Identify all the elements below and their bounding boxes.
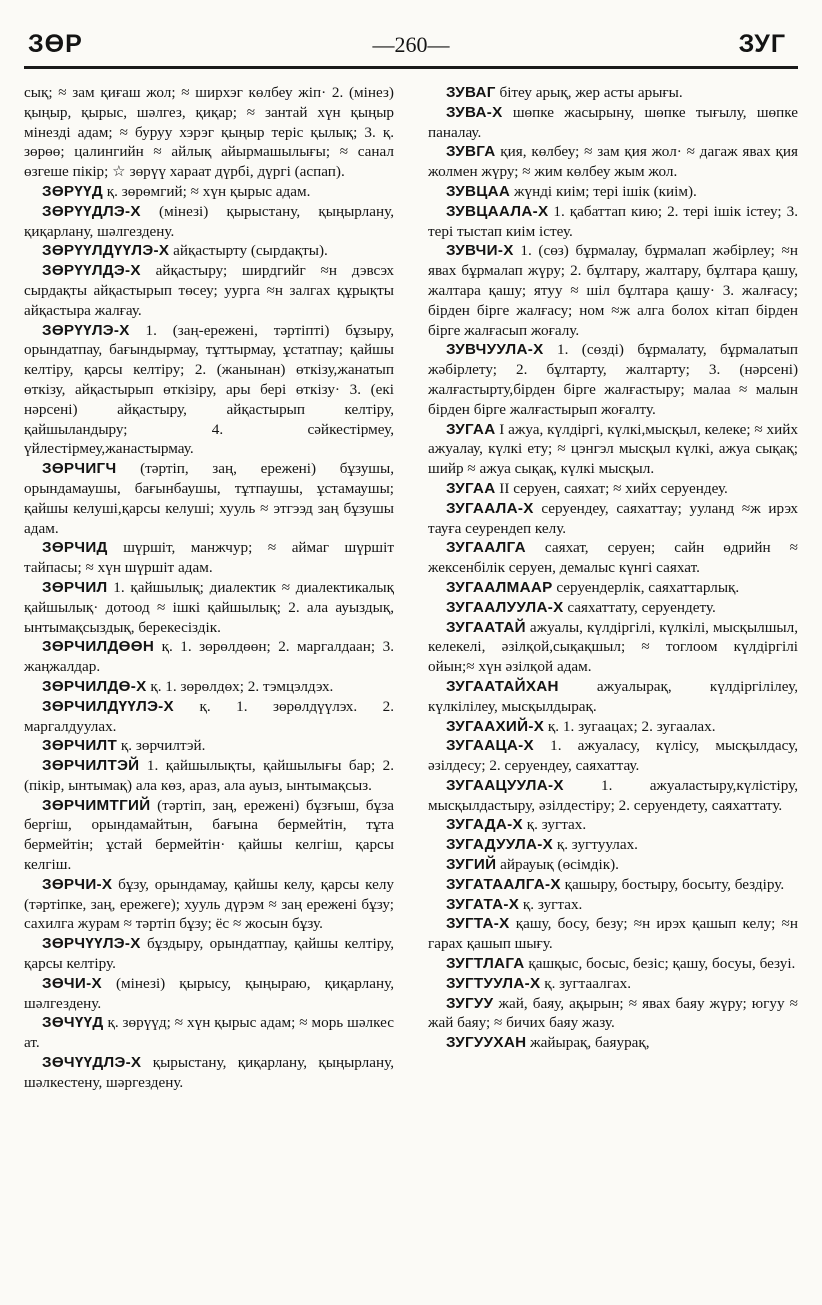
entry-definition: қ. зөрчилтэй. <box>120 737 206 755</box>
entry-headword: ЗУГТА-Х <box>446 915 510 933</box>
dictionary-entry <box>428 598 798 618</box>
entry-definition: айқастырту (сырдақты). <box>173 242 328 260</box>
entry-definition: қ. зөрүүд; ≈ хүн қырыс адам; ≈ морь шәлкес ат. <box>24 1014 395 1052</box>
entry-definition: бұзу, орындамау, қайшы келу, қарсы келу (тәртіпке, заң, ережеге); хууль дүрэм ≈ заң ережені бұзу; сахилга журам ≈ тәртіп бұзу; ёс ≈ жосын бұзу. <box>24 875 394 933</box>
dictionary-entry <box>24 83 394 182</box>
entry-headword: ЗУГАТААЛГА-Х <box>446 875 561 893</box>
dictionary-entry <box>24 736 394 756</box>
entry-headword: ЗУГАТА-Х <box>446 895 520 913</box>
dictionary-entry <box>24 875 394 934</box>
dictionary-entry <box>428 954 798 974</box>
entry-headword: ЗӨРЧИД <box>42 539 108 557</box>
entry-headword: ЗУГАА <box>446 479 496 497</box>
entry-definition: қ. зугтах. <box>522 895 583 913</box>
entry-headword: ЗӨРҮҮЛДҮҮЛЭ-Х <box>42 242 170 260</box>
entry-definition: қ. зөрөмгий; ≈ хүн қырыс адам. <box>106 182 311 200</box>
entry-definition: қ. зугтаалгах. <box>544 974 632 992</box>
dictionary-entry <box>428 83 798 103</box>
entry-headword: ЗУВГА <box>446 143 496 161</box>
entry-headword: ЗӨРҮҮД <box>42 182 103 200</box>
dictionary-entry <box>24 1053 394 1093</box>
left-column <box>24 83 394 1093</box>
entry-headword: ЗӨРҮҮЛДЭ-Х <box>42 262 141 280</box>
dictionary-entry <box>428 241 798 340</box>
dictionary-entry <box>428 677 798 717</box>
dictionary-entry <box>24 934 394 974</box>
dictionary-entry <box>24 202 394 242</box>
entry-headword: ЗУВЦААЛА-Х <box>446 202 549 220</box>
header-left-guide-word: ЗӨР <box>28 30 83 58</box>
dictionary-entry <box>24 697 394 737</box>
dictionary-entry <box>24 241 394 261</box>
entry-definition: қашу, босу, безу; ≈н ирэх қашып келу; ≈н гарах қашып шығу. <box>428 915 798 953</box>
entry-headword: ЗӨРЧҮҮЛЭ-Х <box>42 935 141 953</box>
entry-definition: жайырақ, баяурақ, <box>530 1034 650 1052</box>
dictionary-entry <box>428 499 798 539</box>
entry-definition: I ажуа, күлдіргі, күлкі,мысқыл, келеке; ≈ хийх ажуалау, күлкі ету; ≈ цэнгэл мысқыл күлкі, ажуа сықақ; шийр ≈ ажуа сықақ, күлкі мысқыл. <box>428 420 798 478</box>
dictionary-entry <box>24 538 394 578</box>
dictionary-entry <box>428 815 798 835</box>
entry-definition: бұздыру, орындатпау, қайшы келтіру, қарсы келтіру. <box>24 935 394 973</box>
entry-headword: ЗУВАГ <box>446 84 496 101</box>
entry-definition: айрауық (өсімдік). <box>500 856 619 874</box>
dictionary-entry <box>24 261 394 320</box>
dictionary-entry <box>24 677 394 697</box>
entry-headword: ЗУГАА <box>446 420 496 438</box>
dictionary-entry <box>24 796 394 875</box>
entry-headword: ЗӨРЧИЛТЭЙ <box>42 757 140 775</box>
page-number: —260— <box>372 32 450 57</box>
dictionary-entry <box>24 321 394 460</box>
dictionary-entry <box>428 717 798 737</box>
entry-headword: ЗӨРҮҮДЛЭ-Х <box>42 202 141 220</box>
entry-headword: ЗУГИЙ <box>446 856 497 874</box>
dictionary-entry <box>428 736 798 776</box>
entry-definition: сық; ≈ зам қиғаш жол; ≈ ширхэг көлбеу жіп· 2. (мінез) қыңыр, қырыс, шәлгез, қиқар; ≈ зантай хүн қыңыр мінезді адам; ≈ буруу хэрэг қыңыр теріс қылық; 3. қ. зөрөө; цалингийн ≈ айлық айырмашылығы; ≈ санал өзгеше пікір; ☆ зөрүү хараат дүрбі, дүргі (аспап). <box>24 84 394 181</box>
entry-definition: қ. зугтах. <box>526 816 587 834</box>
entry-definition: қ. зугтуулах. <box>556 836 638 854</box>
entry-headword: ЗУГААЦУУЛА-Х <box>446 776 564 794</box>
entry-headword: ЗУГААТАЙХАН <box>446 677 559 695</box>
entry-definition: жүнді киім; тері ішік (киім). <box>513 182 697 200</box>
entry-headword: ЗӨЧИ-Х <box>42 974 102 992</box>
entry-headword: ЗУГУУ <box>446 994 494 1012</box>
entry-definition: 1. қайшылық; диалектик ≈ диалектикалық қайшылық· дотоод ≈ ішкі қайшылық; 2. ала ауыздық, ынтымақсыздық, берекесіздік. <box>24 578 394 636</box>
entry-definition: 1. қайшылықты, қайшылығы бар; 2. (пікір, ынтымақ) ала көз, араз, ала ауыз, ынтымақсыз. <box>24 757 395 794</box>
entry-definition: 1. ажуаласу, күлісу, мысқылдасу, әзілдесу; 2. серуендеу, саяхаттау. <box>428 737 798 775</box>
entry-definition: қия, көлбеу; ≈ зам қия жол· ≈ дагаж явах қия жолмен жүру; ≈ жим көлбеу жым жол. <box>428 143 798 181</box>
dictionary-entry <box>428 202 798 242</box>
dictionary-entry <box>428 538 798 578</box>
entry-headword: ЗӨРЧИЛТ <box>42 737 118 755</box>
dictionary-entry <box>428 994 798 1034</box>
dictionary-entry <box>428 142 798 182</box>
entry-headword: ЗӨРЧИЛДӨ-Х <box>42 677 147 695</box>
entry-definition: шүршіт, манжчур; ≈ аймаг шүршіт тайпасы; ≈ хүн шүршіт адам. <box>24 539 394 577</box>
entry-headword: ЗУВЦАА <box>446 182 511 200</box>
entry-headword: ЗӨРЧИЛ <box>42 578 108 596</box>
entry-definition: 1. қабаттап кию; 2. тері ішік істеу; 3. тері тыстап киім істеу. <box>428 202 799 240</box>
entry-definition: шөпке жасырыну, шөпке тығылу, шөпке паналау. <box>428 103 799 141</box>
dictionary-entry <box>428 914 798 954</box>
dictionary-entry <box>428 1033 798 1053</box>
dictionary-entry <box>428 855 798 875</box>
entry-definition: қашқыс, босыс, безіс; қашу, босуы, безуі. <box>528 955 796 973</box>
entry-headword: ЗУГААТАЙ <box>446 618 526 636</box>
dictionary-entry <box>428 974 798 994</box>
dictionary-entry <box>428 776 798 816</box>
entry-definition: 1. (сөзді) бұрмалату, бұрмалатып жәбірлету; 2. бұлтарту, жалтарту; 3. (нәрсені) жалғастырту,бірден бірге жалғастыру; малаа ≈ малын бірден бірге жалғастырып жоғалту. <box>428 341 799 418</box>
columns <box>24 83 798 1093</box>
entry-definition: жай, баяу, ақырын; ≈ явах баяу жүру; югуу ≈ жай баяу; ≈ бичих баяу жазу. <box>428 994 798 1032</box>
entry-definition: (мінезі) қырысу, қыңыраю, қиқарлану, шәлгездену. <box>24 974 394 1012</box>
entry-definition: қ. 1. зугаацах; 2. зугаалах. <box>547 717 716 735</box>
dictionary-entry <box>428 103 798 143</box>
dictionary-entry <box>428 895 798 915</box>
dictionary-entry <box>24 182 394 202</box>
entry-definition: серуендерлік, саяхаттарлық. <box>556 578 740 596</box>
entry-definition: айқастыру; ширдгийг ≈н дэвсэх сырдақты айқастырып төсеу; уурга ≈н залгах құрықты айқастыра жалғау. <box>24 262 394 319</box>
entry-definition: ажуалырақ, күлдіргілілеу, күлкілілеу, мысқылдырақ. <box>428 677 798 715</box>
entry-headword: ЗУГТЛАГА <box>446 955 525 973</box>
entry-definition: (тәртіп, заң, ережені) бұзушы, орындамаушы, бағынбаушы, тұтпаушы, ұстамаушы; қайшы келуші,қарсы келуші; хууль ≈ этгээд заң бұзушы адам. <box>24 460 394 537</box>
dictionary-entry <box>24 637 394 677</box>
entry-definition: серуендеу, саяхаттау; ууланд ≈ж ирэх тауға сеурендеп келу. <box>428 499 799 537</box>
dictionary-entry <box>24 756 394 796</box>
entry-headword: ЗӨЧҮҮДЛЭ-Х <box>42 1054 142 1072</box>
entry-definition: қашыру, бостыру, босыту, бездіру. <box>564 875 785 893</box>
entry-headword: ЗӨРҮҮЛЭ-Х <box>42 321 130 339</box>
entry-definition: қ. 1. зөрөлдөөн; 2. маргалдаан; 3. жаңжалдар. <box>24 638 394 676</box>
entry-definition: қырыстану, қиқарлану, қыңырлану, шәлкестену, шәргездену. <box>24 1054 394 1091</box>
header-right-guide-word: ЗУГ <box>738 30 786 58</box>
entry-definition: бітеу арық, жер асты арығы. <box>499 84 683 101</box>
entry-definition: қ. 1. зөрөлдүүлэх. 2. маргалдуулах. <box>24 697 394 735</box>
entry-headword: ЗӨРЧИЛДӨӨН <box>42 638 155 656</box>
entry-headword: ЗӨЧҮҮД <box>42 1014 104 1032</box>
entry-headword: ЗӨРЧИГЧ <box>42 460 117 478</box>
right-column <box>428 83 798 1093</box>
entry-definition: (мінезі) қырыстану, қыңырлану, қиқарлану, шәлгездену. <box>24 202 394 240</box>
dictionary-entry <box>428 618 798 677</box>
entry-definition: 1. (заң-ережені, тәртіпті) бұзыру, орындатпау, бағындырмау, тұттырмау, ұстатпау; қайшы келтіру, қарсы келтіру; 2. (жанынан) өткізу,жанатып өткізу, айқастырып өткізіру, ары бері өткізу· 3. (екі нәрсені) айқастыру, айқастырып келтіру, қайшыландыру; 4. сәйкестірмеу, үйлестірмеу,жанастырмау. <box>24 321 395 458</box>
entry-definition: II серуен, саяхат; ≈ хийх серуендеу. <box>499 479 728 497</box>
entry-headword: ЗУВА-Х <box>446 103 503 121</box>
entry-definition: қ. 1. зөрөлдөх; 2. тэмцэлдэх. <box>150 677 334 695</box>
entry-headword: ЗУВЧИ-Х <box>446 242 514 260</box>
dictionary-entry <box>428 578 798 598</box>
entry-headword: ЗӨРЧИМТГИЙ <box>42 796 151 814</box>
entry-headword: ЗУГААЛА-Х <box>446 499 534 517</box>
entry-definition: саяхаттату, серуендету. <box>567 598 716 616</box>
entry-headword: ЗУГТУУЛА-Х <box>446 974 541 992</box>
entry-headword: ЗУГААЛУУЛА-Х <box>446 598 564 616</box>
entry-definition: 1. (сөз) бұрмалау, бұрмалап жәбірлеу; ≈н явах бұрмалап жүру; 2. бұлтару, жалтару, бұлтара қашу, жалтара қашу; ятуу ≈ шіл бұлтара қашу· 3. жалғасу; бірден бірге жалғасу; ном ≈ж алга болох кітап бірден бірге жалғасып жоғалу. <box>428 242 798 339</box>
entry-definition: ажуалы, күлдіргілі, күлкілі, мысқылшыл, келекелі, әзілқой,сықақшыл; ≈ тоглоом күлдіргілі ойын;≈ хүн әзілқой адам. <box>428 618 798 676</box>
dictionary-entry <box>24 459 394 538</box>
entry-headword: ЗУВЧУУЛА-Х <box>446 341 544 359</box>
entry-definition: саяхат, серуен; сайн өдрийн ≈ жексенбілік серуен, демалыс күнгі саяхат. <box>428 539 798 577</box>
dictionary-entry <box>428 340 798 419</box>
entry-headword: ЗУГАДА-Х <box>446 816 523 834</box>
dictionary-entry <box>428 875 798 895</box>
entry-headword: ЗУГАДУУЛА-Х <box>446 836 554 854</box>
entry-headword: ЗУГААЛГА <box>446 539 526 557</box>
dictionary-entry <box>24 1013 394 1053</box>
entry-headword: ЗУГААЦА-Х <box>446 737 534 755</box>
dictionary-entry <box>428 182 798 202</box>
entry-headword: ЗУГААХИЙ-Х <box>446 717 545 735</box>
entry-headword: ЗУГУУХАН <box>446 1034 527 1052</box>
dictionary-entry <box>24 974 394 1014</box>
page-header <box>24 28 798 69</box>
entry-definition: (тәртіп, заң, ережені) бұзғыш, бұза бергіш, орындамайтын, бағына бермейтін, тұта бермейтін; ұстай бермейтін· қайшы келгіш, қарсы келгіш. <box>24 796 394 874</box>
dictionary-entry <box>428 479 798 499</box>
entry-headword: ЗӨРЧИ-Х <box>42 875 113 893</box>
entry-headword: ЗУГААЛМААР <box>446 578 553 596</box>
entry-definition: 1. ажуаластыру,күлістіру, мысқылдастыру, әзілдестіру; 2. серуендету, саяхаттату. <box>428 776 798 814</box>
entry-headword: ЗӨРЧИЛДҮҮЛЭ-Х <box>42 697 174 715</box>
dictionary-entry <box>24 578 394 637</box>
dictionary-entry <box>428 835 798 855</box>
dictionary-entry <box>428 420 798 479</box>
